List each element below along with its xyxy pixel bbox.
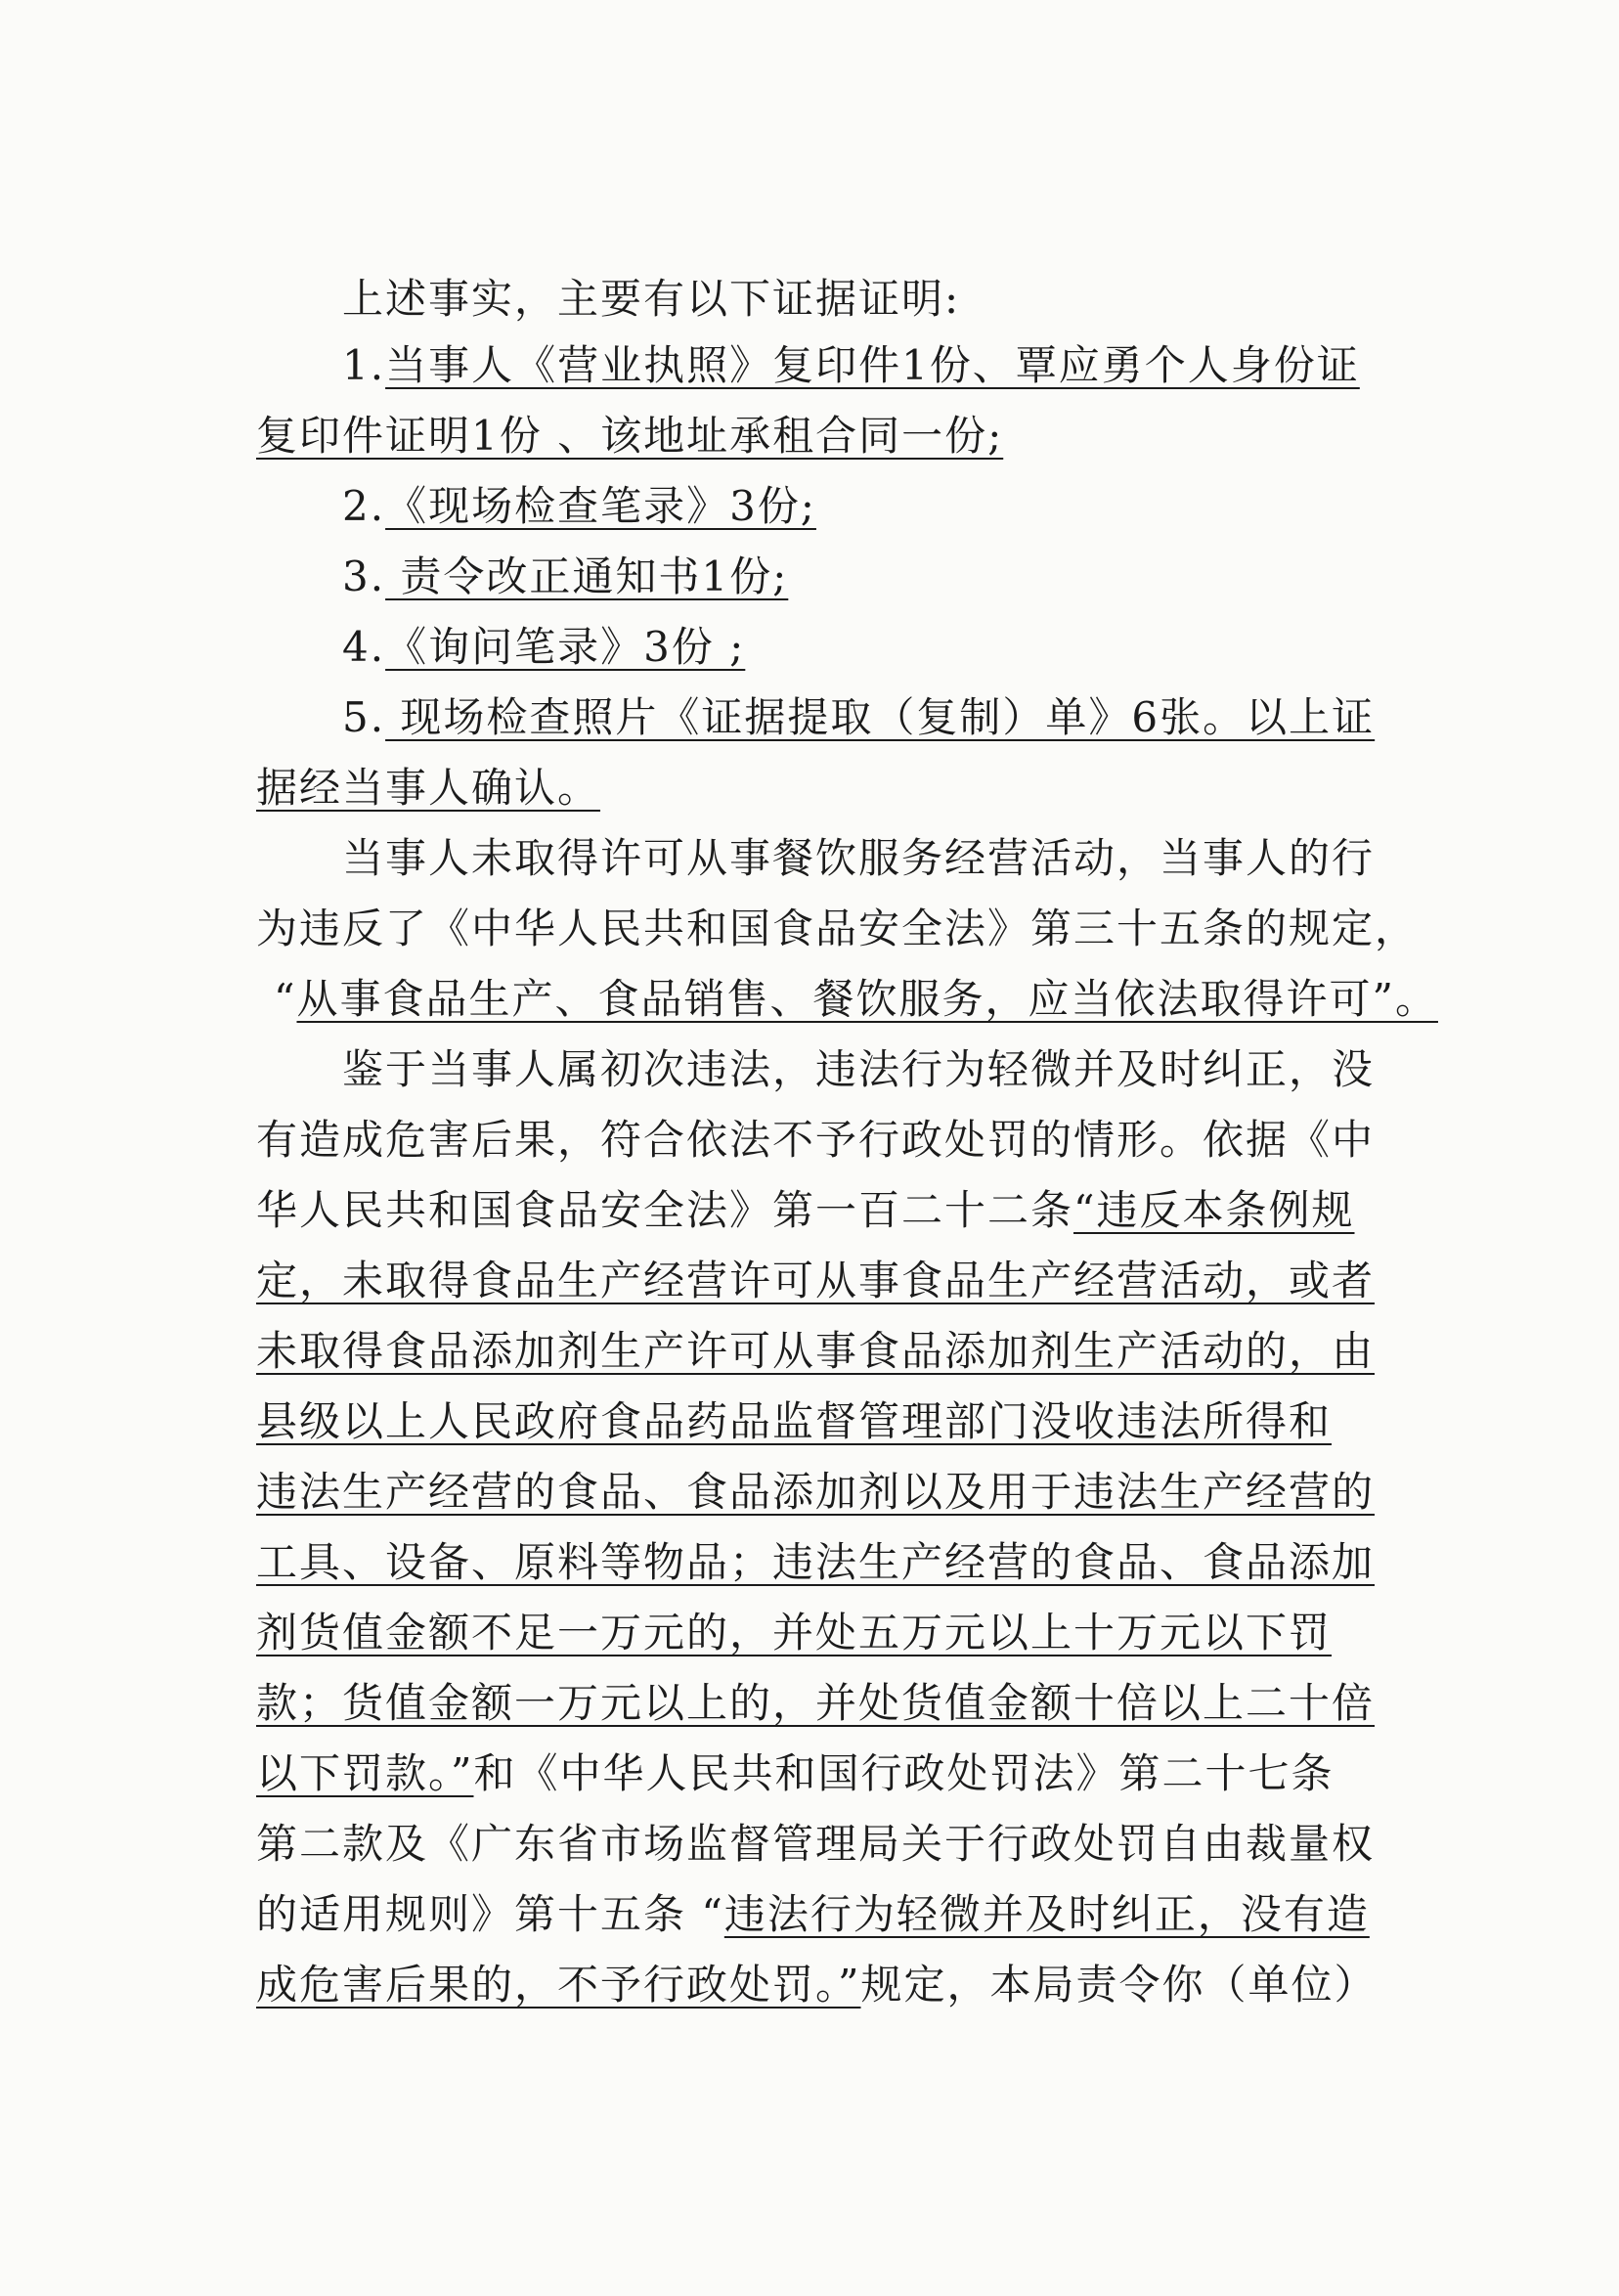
decision-line-12: 第二款及《广东省市场监督管理局关于行政处罚自由裁量权 — [256, 1820, 1376, 1868]
decision-text: 华人民共和国食品安全法》第一百二十二条 — [256, 1186, 1074, 1234]
law-quote: 以下罚款。” — [256, 1749, 474, 1797]
decision-line-2: 有造成危害后果，符合依法不予行政处罚的情形。依据《中 — [256, 1116, 1376, 1164]
evidence-number: 1. — [342, 341, 386, 389]
decision-line-6: 县级以上人民政府食品药品监督管理部门没收违法所得和 — [256, 1397, 1333, 1445]
evidence-number: 5. — [342, 693, 386, 741]
evidence-text-cont: 据经当事人确认。 — [256, 764, 601, 812]
decision-line-5: 未取得食品添加剂生产许可从事食品添加剂生产活动的，由 — [256, 1327, 1376, 1375]
evidence-item-1-cont — [256, 409, 1021, 464]
evidence-item-4 — [342, 620, 763, 675]
law-quote: 从事食品生产、食品销售、餐饮服务，应当依法取得许可”。 — [296, 975, 1438, 1023]
decision-line-1: 鉴于当事人属初次违法，违法行为轻微并及时纠正，没 — [342, 1045, 1376, 1093]
evidence-item-5 — [342, 690, 1375, 745]
evidence-item-1 — [342, 338, 1360, 393]
open-quote: “ — [274, 975, 297, 1023]
evidence-intro: 上述事实，主要有以下证据证明: — [342, 275, 961, 323]
decision-text: 和《中华人民共和国行政处罚法》第二十七条 — [473, 1749, 1335, 1797]
evidence-item-2 — [342, 479, 834, 534]
evidence-text-cont: 复印件证明1份 、该地址承租合同一份; — [256, 412, 1004, 460]
evidence-item-3 — [342, 550, 806, 604]
evidence-text: 《询问笔录》3份 ; — [385, 623, 746, 671]
violation-line-2: 为违反了《中华人民共和国食品安全法》第三十五条的规定， — [256, 905, 1419, 952]
decision-line-11 — [256, 1746, 1335, 1801]
decision-line-4: 定，未取得食品生产经营许可从事食品生产经营活动，或者 — [256, 1257, 1376, 1304]
evidence-number: 3. — [342, 552, 386, 600]
decision-text: 的适用规则》第十五条 “ — [256, 1890, 724, 1938]
law-quote: 成危害后果的，不予行政处罚。” — [256, 1961, 861, 2009]
evidence-item-5-cont — [256, 761, 600, 816]
decision-line-14 — [256, 1958, 1378, 2012]
evidence-number: 4. — [342, 623, 386, 671]
law-quote: “违反本条例规 — [1073, 1186, 1355, 1234]
decision-line-8: 工具、设备、原料等物品；违法生产经营的食品、食品添加 — [256, 1538, 1376, 1586]
law-quote: 违法行为轻微并及时纠正，没有造 — [723, 1890, 1370, 1938]
decision-line-9: 剂货值金额不足一万元的，并处五万元以上十万元以下罚 — [256, 1609, 1333, 1656]
decision-text: 规定，本局责令你（单位） — [860, 1961, 1378, 2009]
violation-line-1: 当事人未取得许可从事餐饮服务经营活动，当事人的行 — [342, 834, 1376, 882]
decision-line-7: 违法生产经营的食品、食品添加剂以及用于违法生产经营的 — [256, 1468, 1376, 1516]
evidence-text: 现场检查照片《证据提取（复制）单》6张。以上证 — [385, 693, 1376, 741]
evidence-text: 当事人《营业执照》复印件1份、覃应勇个人身份证 — [385, 341, 1360, 389]
evidence-text: 《现场检查笔录》3份; — [385, 482, 816, 530]
decision-line-10: 款；货值金额一万元以上的，并处货值金额十倍以上二十倍 — [256, 1679, 1376, 1727]
decision-line-13 — [256, 1887, 1370, 1942]
evidence-number: 2. — [342, 482, 386, 530]
violation-line-3 — [274, 972, 1438, 1027]
decision-line-3 — [256, 1183, 1355, 1238]
evidence-text: 责令改正通知书1份; — [385, 552, 789, 600]
